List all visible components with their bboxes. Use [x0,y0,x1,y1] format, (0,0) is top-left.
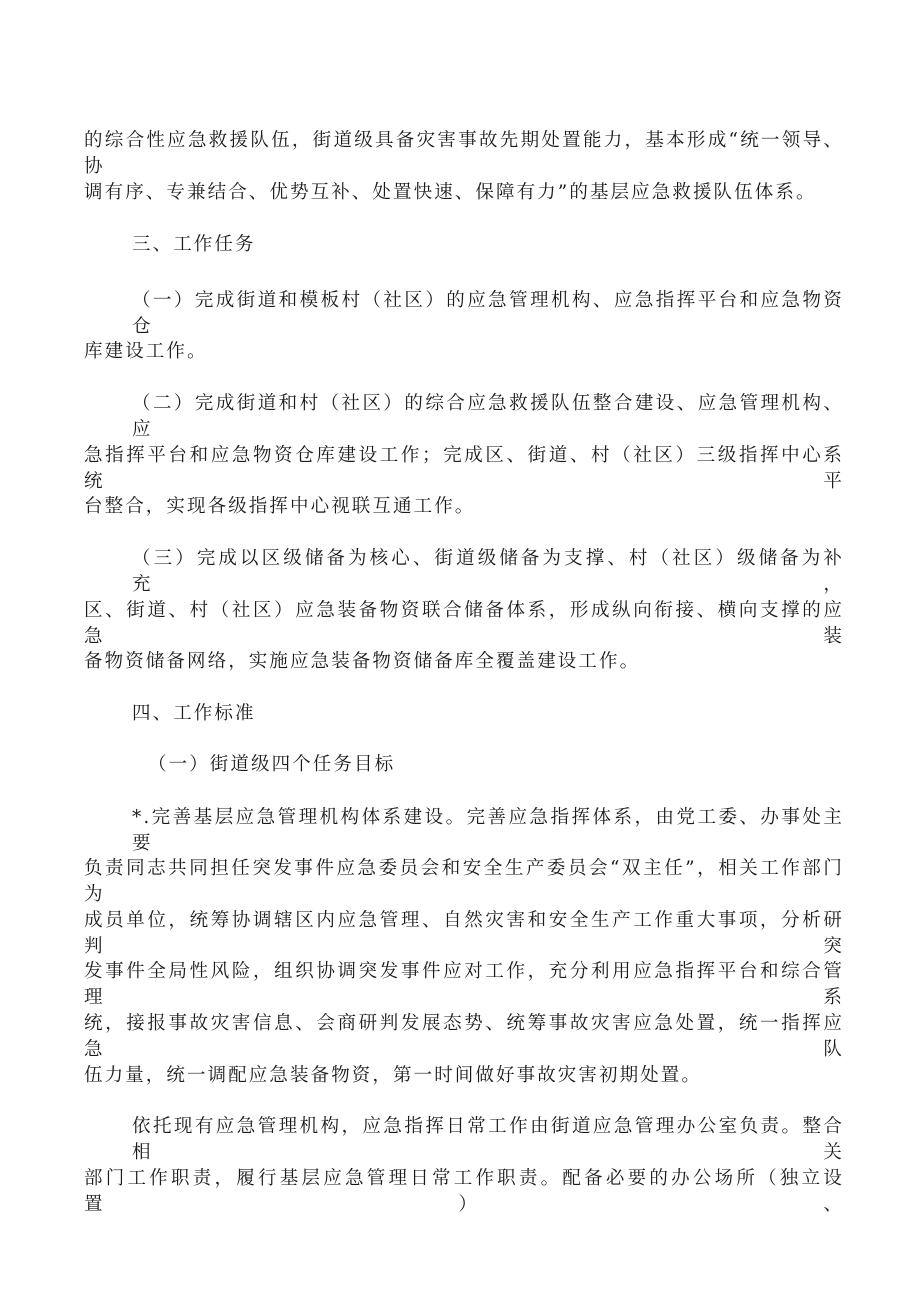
body-line: 发事件全局性风险，组织协调突发事件应对工作，充分利用应急指挥平台和综合管理系 [84,961,844,1008]
body-line: 区、街道、村（社区）应急装备物资联合储备体系，形成纵向衔接、横向支撑的应急装 [84,600,844,647]
body-line: 库建设工作。 [84,341,208,362]
body-line: 急指挥平台和应急物资仓库建设工作；完成区、街道、村（社区）三级指挥中心系统平 [84,445,844,492]
body-line: 的综合性应急救援队伍，街道级具备灾害事故先期处置能力，基本形成“统一领导、协 [84,130,844,177]
body-line: （二）完成街道和村（社区）的综合应急救援队伍整合建设、应急管理机构、应 [132,393,844,440]
body-line: 负责同志共同担任突发事件应急委员会和安全生产委员会“双主任”，相关工作部门为 [84,858,844,905]
body-line: 统，接报事故灾害信息、会商研判发展态势、统筹事故灾害应急处置，统一指挥应急队 [84,1013,844,1060]
body-line: 依托现有应急管理机构，应急指挥日常工作由街道应急管理办公室负责。整合相关 [132,1116,844,1163]
body-line: （三）完成以区级储备为核心、街道级储备为支撑、村（社区）级储备为补充， [132,548,844,595]
body-line: （一）完成街道和模板村（社区）的应急管理机构、应急指挥平台和应急物资仓 [132,290,844,337]
body-line: *.完善基层应急管理机构体系建设。完善应急指挥体系，由党工委、办事处主要 [132,807,844,854]
section-heading: 四、工作标准 [132,703,256,724]
body-line: 伍力量，统一调配应急装备物资，第一时间做好事故灾害初期处置。 [84,1065,703,1086]
body-line: 部门工作职责，履行基层应急管理日常工作职责。配备必要的办公场所（独立设置）、 [84,1168,844,1215]
body-line: 备物资储备网络，实施应急装备物资储备库全覆盖建设工作。 [84,651,641,672]
section-heading: 三、工作任务 [132,234,256,255]
body-line: 台整合，实现各级指挥中心视联互通工作。 [84,496,476,517]
body-line: 成员单位，统筹协调辖区内应急管理、自然灾害和安全生产工作重大事项，分析研判突 [84,910,844,957]
subsection-heading: （一）街道级四个任务目标 [148,754,396,775]
body-line: 调有序、专兼结合、优势互补、处置快速、保障有力”的基层应急救援队伍体系。 [84,182,817,203]
